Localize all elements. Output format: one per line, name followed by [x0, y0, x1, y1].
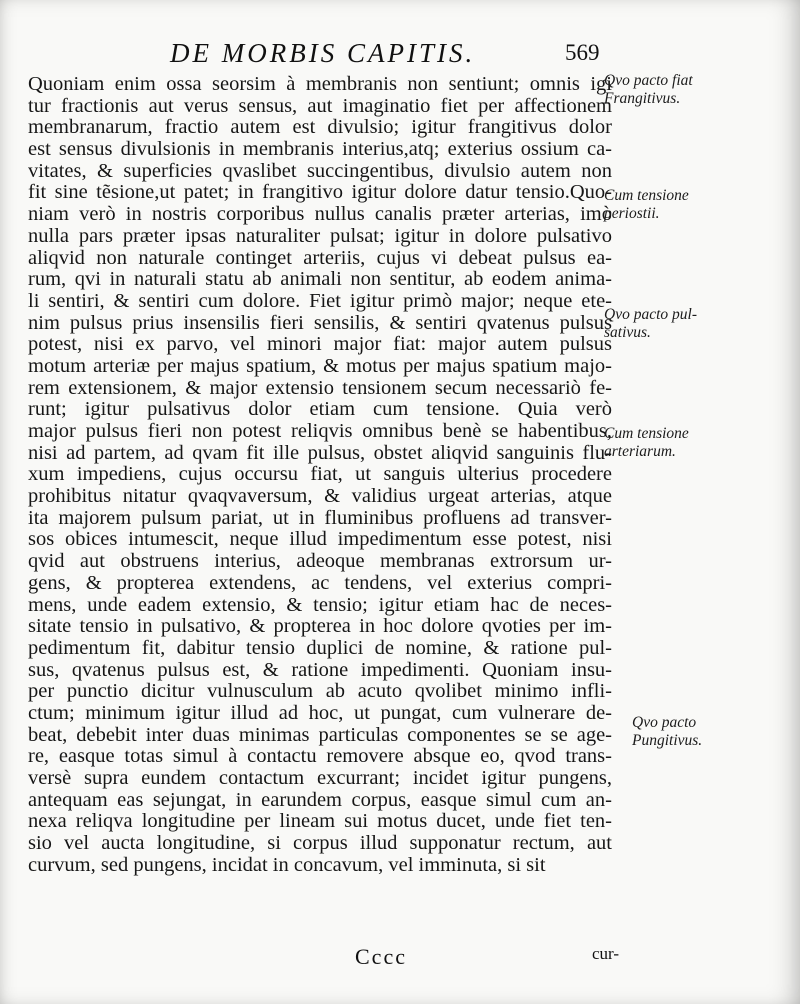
page-number: 569 — [565, 40, 600, 65]
text-line: qvid aut obstruens interius, adeoque membranas extrorsum ur- — [28, 550, 612, 573]
text-line: xum impediens, cujus occursu fiat, ut sanguis ulterius procedere — [28, 463, 612, 486]
text-line: rem extensionem, & major extensio tensionem secum necessariò fe- — [28, 376, 612, 399]
text-line: li sentiri, & sentiri cum dolore. Fiet igitur primò major; neque ete- — [28, 289, 612, 312]
margin-note-line: Pungitivus. — [632, 732, 703, 749]
text-line: sitate tensio in pulsativo, & propterea in hoc dolore qvoties per im- — [28, 615, 612, 638]
margin-note-pungitivus — [632, 714, 800, 750]
margin-note-line: Frangitivus. — [604, 90, 681, 107]
margin-note-frangitivus — [604, 72, 794, 108]
margin-note-arteriarum — [604, 425, 794, 461]
text-line: per punctio dicitur vulnusculum ab acuto qvolibet minimo infli- — [28, 680, 612, 703]
text-line: nulla pars præter ipsas naturaliter pulsat; igitur in dolore pulsativo — [28, 224, 612, 247]
text-line: curvum, sed pungens, incidat in concavum, vel imminuta, si sit — [28, 853, 546, 876]
text-line: motum arteriæ per majus spatium, & motus per majus spatium majo- — [28, 354, 612, 377]
text-line: est sensus divulsionis in membranis interius,atq; exterius ossium ca- — [28, 138, 612, 161]
margin-note-line: Qvo pacto — [632, 714, 697, 731]
margin-note-line: Qvo pacto pul- — [604, 306, 697, 323]
signature-mark: Cccc — [355, 944, 407, 969]
catchword: cur- — [592, 944, 620, 963]
text-line: sos obices intumescit, neque illud impedimentum esse potest, nisi — [28, 528, 612, 551]
margin-note-line: Cum tensione — [604, 425, 689, 442]
text-line: versè supra eundem contactum excurrant; incidet igitur pungens, — [28, 767, 612, 789]
text-line: ita majorem pulsum pariat, ut in fluminibus profluens ad transver- — [28, 506, 612, 529]
running-head: DE MORBIS CAPITIS. — [170, 38, 476, 68]
text-line: re, easque totas simul à contactu removere absque eo, qvod trans- — [28, 745, 612, 768]
margin-note-line: Cum tensione — [604, 187, 689, 204]
margin-note-periostii — [604, 187, 794, 223]
text-line: nisi ad partem, ad qvam fit ille pulsus, obstet aliqvid sanguinis flu- — [28, 441, 612, 464]
text-line: vitates, & superficies qvaslibet succingentibus, divulsio autem non — [28, 159, 612, 182]
margin-note-line: Qvo pacto fiat — [604, 72, 693, 89]
text-line: nexa reliqva longitudine per lineam sui motus ducet, unde fiet ten- — [28, 810, 612, 833]
text-line: tur fractionis aut verus sensus, aut imaginatio fiet per affectionem — [28, 94, 612, 117]
text-line: nim pulsus prius insensilis fieri sensilis, & sentiri qvatenus pulsus — [28, 311, 612, 334]
margin-note-line: periostii. — [604, 205, 660, 222]
text-line: rum, qvi in naturali statu ab animali non sentitur, ab eodem anima- — [28, 268, 612, 291]
text-line: ctum; minimum igitur illud ad hoc, ut pungat, cum vulnerare de- — [28, 701, 612, 724]
margin-note-line: arteriarum. — [604, 443, 676, 460]
text-line: prohibitus nitatur qvaqvaversum, & validius urgeat arterias, atque — [28, 485, 612, 508]
text-line: runt; igitur pulsativus dolor etiam cum tensione. Quia verò — [28, 398, 612, 421]
margin-note-pulsativus — [604, 306, 794, 342]
text-line: pedimentum fit, dabitur tensio duplici de nomine, & ratione pul- — [28, 636, 612, 659]
text-line: Quoniam enim ossa seorsim à membranis non sentiunt; omnis igi — [28, 73, 612, 95]
text-line: major pulsus fieri non potest reliqvis omnibus benè se habentibus, — [28, 420, 612, 442]
text-line: gens, & propterea extendens, ac tendens, vel exterius compri- — [28, 571, 612, 594]
text-line: fit sine tẽsione,ut patet; in frangitivo igitur dolore datur tensio.Quo- — [28, 181, 612, 204]
text-line: membranarum, fractio autem est divulsio; igitur frangitivus dolor — [28, 116, 612, 139]
text-line: potest, nisi ex parvo, vel minori major fiat: major autem pulsus — [28, 333, 612, 356]
body-text — [28, 74, 612, 876]
text-line: antequam eas sejungat, in earundem corpus, easque simul cum an- — [28, 788, 612, 811]
text-line: sio vel aucta longitudine, si corpus illud supponatur rectum, aut — [28, 832, 612, 855]
text-line: sus, qvatenus pulsus est, & ratione impedimenti. Quoniam insu- — [28, 658, 612, 681]
text-line: niam verò in nostris corporibus nullus canalis præter arterias, imò — [28, 203, 612, 226]
margin-note-line: sativus. — [604, 324, 651, 341]
text-line: aliqvid non naturale continget arteriis, cujus vi debeat pulsus ea- — [28, 246, 612, 269]
text-line: beat, debebit inter duas minimas particulas componentes se se age- — [28, 723, 612, 746]
text-line: mens, unde eadem extensio, & tensio; igitur etiam hac de neces- — [28, 593, 612, 616]
